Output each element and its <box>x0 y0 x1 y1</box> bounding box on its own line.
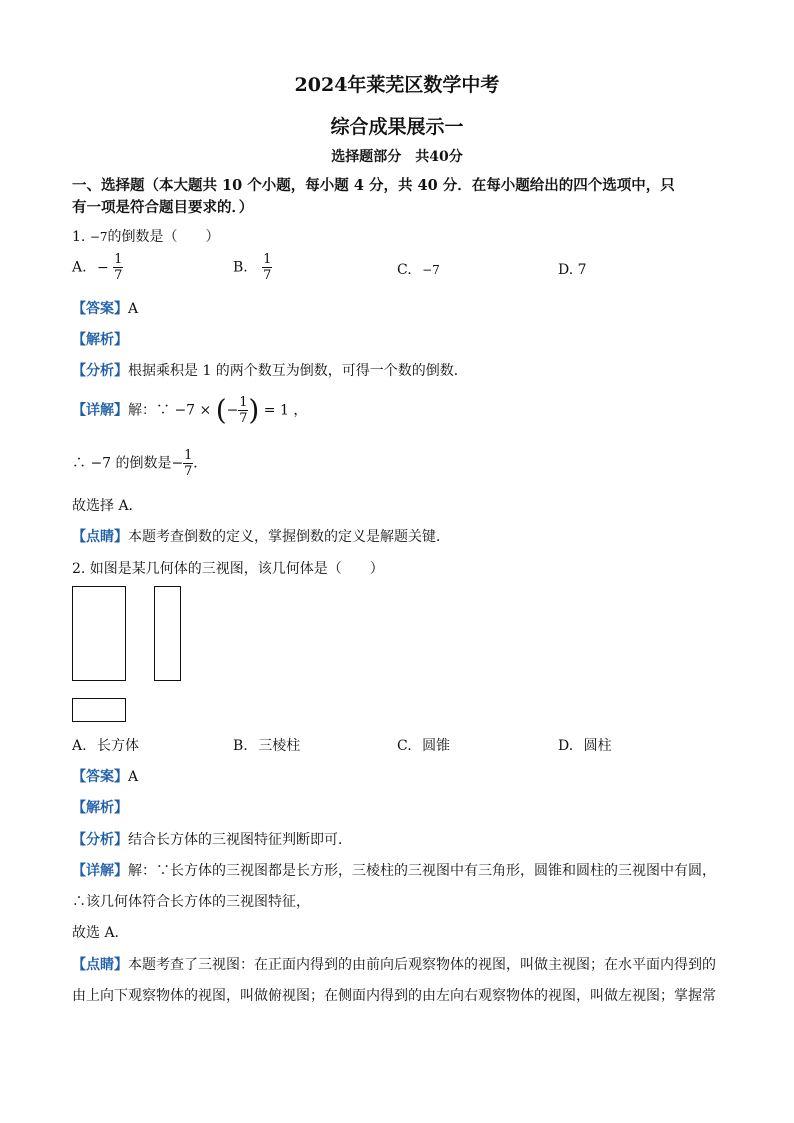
q2-xiangjie <box>72 860 716 880</box>
q1-option-c-value: −7 <box>422 263 440 277</box>
fraction-denominator: 7 <box>114 268 123 283</box>
question-1-stem <box>72 226 220 246</box>
q1-option-b-fraction <box>262 252 272 283</box>
therefore-post: ． <box>193 455 208 472</box>
q2-option-d-label: D. <box>558 738 574 754</box>
q1-option-b[interactable] <box>233 252 272 283</box>
q2-option-a-label: A. <box>72 738 87 754</box>
q2-choose: 故选 A． <box>72 925 129 941</box>
q1-xiangjie <box>72 395 307 426</box>
q1-fenxi <box>72 360 468 380</box>
xiangjie-tag: 【详解】 <box>72 402 128 419</box>
q1-option-d[interactable] <box>558 262 587 278</box>
fenxi-text: 根据乘积是 1 的两个数互为倒数，可得一个数的倒数． <box>128 363 468 379</box>
instructions-line-2: 有一项是符合题目要求的．） <box>72 199 254 216</box>
analysis-tag: 【解析】 <box>72 800 128 816</box>
q2-dianjing-line-1 <box>72 954 716 974</box>
q2-option-b-text: 三棱柱 <box>258 738 301 754</box>
left-paren: ( <box>215 393 227 427</box>
xiangjie-text: 解：∵长方体的三视图都是长方形，三棱柱的三视图中有三角形，圆锥和圆柱的三视图中有圆， <box>128 863 716 879</box>
q2-option-a[interactable] <box>72 735 139 755</box>
xiangjie-post: = 1 ， <box>263 402 308 419</box>
fraction-numerator: 1 <box>263 252 272 267</box>
therefore-sign: − <box>171 455 184 472</box>
therefore-pre: ∴ −7 的倒数是 <box>72 455 172 472</box>
xiangjie-fraction <box>238 395 248 426</box>
question-2-stem: 2. 如图是某几何体的三视图，该几何体是（ ） <box>72 561 384 577</box>
answer-tag: 【答案】 <box>72 769 128 785</box>
q2-fenxi <box>72 829 352 849</box>
fraction-numerator: 1 <box>114 252 123 267</box>
q1-option-a[interactable] <box>72 252 123 283</box>
q1-therefore <box>72 448 207 479</box>
q1-value: −7 <box>89 230 108 244</box>
q2-answer <box>72 766 138 786</box>
q2-option-a-text: 长方体 <box>97 738 140 754</box>
front-view-rectangle <box>72 586 126 681</box>
q1-option-b-label: B. <box>233 259 248 276</box>
instructions-line-1: 一、选择题（本大题共 10 个小题，每小题 4 分，共 40 分．在每小题给出的四个选项中，只 <box>72 177 675 194</box>
fraction-denominator: 7 <box>239 411 248 426</box>
fenxi-tag: 【分析】 <box>72 363 128 379</box>
q1-stem-text: 的倒数是（ ） <box>107 229 220 245</box>
fraction-numerator: 1 <box>184 448 193 463</box>
fenxi-tag: 【分析】 <box>72 832 128 848</box>
dianjing-tag: 【点睛】 <box>72 529 128 545</box>
q2-option-c-label: C. <box>397 738 412 754</box>
answer-tag: 【答案】 <box>72 301 128 317</box>
fraction-numerator: 1 <box>239 395 248 410</box>
xiangjie-inner-sign: − <box>226 402 239 419</box>
top-view-rectangle <box>72 698 126 722</box>
section-heading: 选择题部分 共40分 <box>331 149 463 165</box>
q1-option-d-label: D. <box>558 262 574 278</box>
q1-option-c[interactable] <box>397 262 440 278</box>
q2-dianjing-line-2: 由上向下观察物体的视图，叫做俯视图；在侧面内得到的由左向右观察物体的视图，叫做左视图；掌握常 <box>72 988 716 1004</box>
side-view-rectangle <box>154 586 181 681</box>
fraction-denominator: 7 <box>184 464 193 479</box>
fenxi-text: 结合长方体的三视图特征判断即可． <box>128 832 352 848</box>
therefore-fraction <box>183 448 193 479</box>
q2-analysis <box>72 797 128 817</box>
q2-option-b[interactable] <box>233 735 300 755</box>
xiangjie-pre: 解：∵ −7 × <box>128 402 212 419</box>
q1-analysis <box>72 329 128 349</box>
xiangjie-tag: 【详解】 <box>72 863 128 879</box>
q1-option-a-sign: − <box>97 259 109 276</box>
dianjing-text: 本题考查了三视图：在正面内得到的由前向后观察物体的视图，叫做主视图；在水平面内得到的 <box>128 957 716 973</box>
page-title: 2024年莱芜区数学中考 <box>294 74 500 96</box>
q2-option-d-text: 圆柱 <box>583 738 612 754</box>
fraction-denominator: 7 <box>263 268 272 283</box>
answer-value: A <box>128 769 139 785</box>
answer-value: A <box>128 301 139 317</box>
q1-answer <box>72 298 138 318</box>
q1-number: 1. <box>72 229 86 245</box>
q2-option-c[interactable] <box>397 735 450 755</box>
q2-therefore: ∴该几何体符合长方体的三视图特征， <box>72 894 310 910</box>
dianjing-tag: 【点睛】 <box>72 957 128 973</box>
q1-option-c-label: C. <box>397 262 412 278</box>
page-subtitle: 综合成果展示一 <box>330 116 464 138</box>
q1-dianjing <box>72 526 450 546</box>
analysis-tag: 【解析】 <box>72 332 128 348</box>
dianjing-text: 本题考查倒数的定义，掌握倒数的定义是解题关键． <box>128 529 450 545</box>
q1-option-a-label: A. <box>72 259 87 276</box>
right-paren: ) <box>248 393 260 427</box>
q1-choose: 故选择 A． <box>72 498 143 514</box>
q1-option-d-value: 7 <box>577 262 587 278</box>
q2-option-c-text: 圆锥 <box>422 738 451 754</box>
q1-option-a-fraction <box>113 252 123 283</box>
q2-option-d[interactable] <box>558 735 612 755</box>
q2-option-b-label: B. <box>233 738 248 754</box>
